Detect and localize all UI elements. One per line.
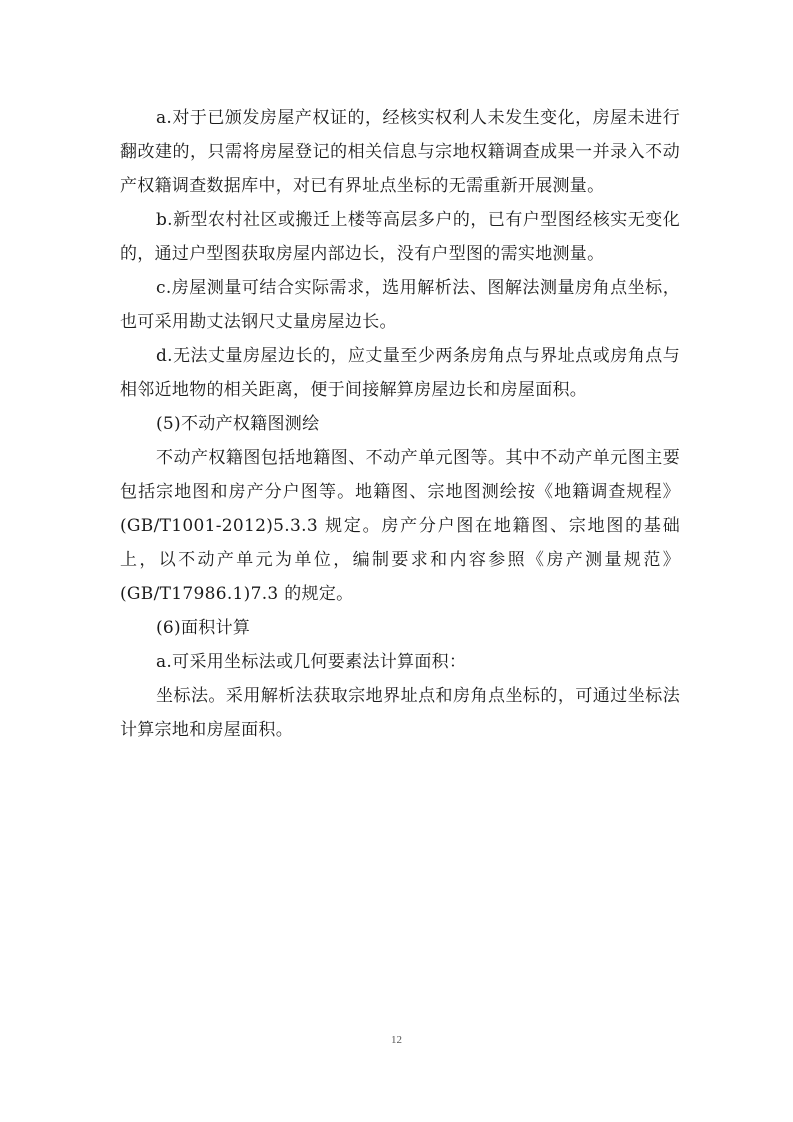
- paragraph-a-area-methods: a.可采用坐标法或几何要素法计算面积：: [156, 652, 467, 672]
- section-heading-5-cadastral-map: (5)不动产权籍图测绘: [156, 414, 320, 434]
- paragraph-cadastral-map-description: 不动产权籍图包括地籍图、不动产单元图等。其中不动产单元图主要包括宗地图和房产分户图等。地籍图、宗地图测绘按《地籍调查规程》(GB/T1001-2012)5.3.3 规定。房产分户图在地籍图、宗地图的基础上，以不动产单元为单位，编制要求和内容参照《房产测量规范》(GB/T17986.1)7.3 的规定。: [120, 448, 680, 604]
- page-number: 12: [391, 1034, 402, 1046]
- paragraph-coordinate-method: 坐标法。采用解析法获取宗地界址点和房角点坐标的，可通过坐标法计算宗地和房屋面积。: [120, 686, 680, 740]
- section-heading-6-area-calculation: (6)面积计算: [156, 618, 251, 638]
- paragraph-d-unmeasurable-sides: d.无法丈量房屋边长的，应丈量至少两条房角点与界址点或房角点与相邻近地物的相关距离，便于间接解算房屋边长和房屋面积。: [120, 346, 680, 400]
- paragraph-c-house-measurement: c.房屋测量可结合实际需求，选用解析法、图解法测量房角点坐标，也可采用勘丈法钢尺丈量房屋边长。: [120, 278, 680, 332]
- paragraph-b-new-rural-community: b.新型农村社区或搬迁上楼等高层多户的，已有户型图经核实无变化的，通过户型图获取房屋内部边长，没有户型图的需实地测量。: [120, 210, 680, 264]
- document-body: [120, 101, 680, 747]
- paragraph-a-existing-certificates: a.对于已颁发房屋产权证的，经核实权利人未发生变化，房屋未进行翻改建的，只需将房屋登记的相关信息与宗地权籍调查成果一并录入不动产权籍调查数据库中，对已有界址点坐标的无需重新开展测量。: [120, 108, 680, 196]
